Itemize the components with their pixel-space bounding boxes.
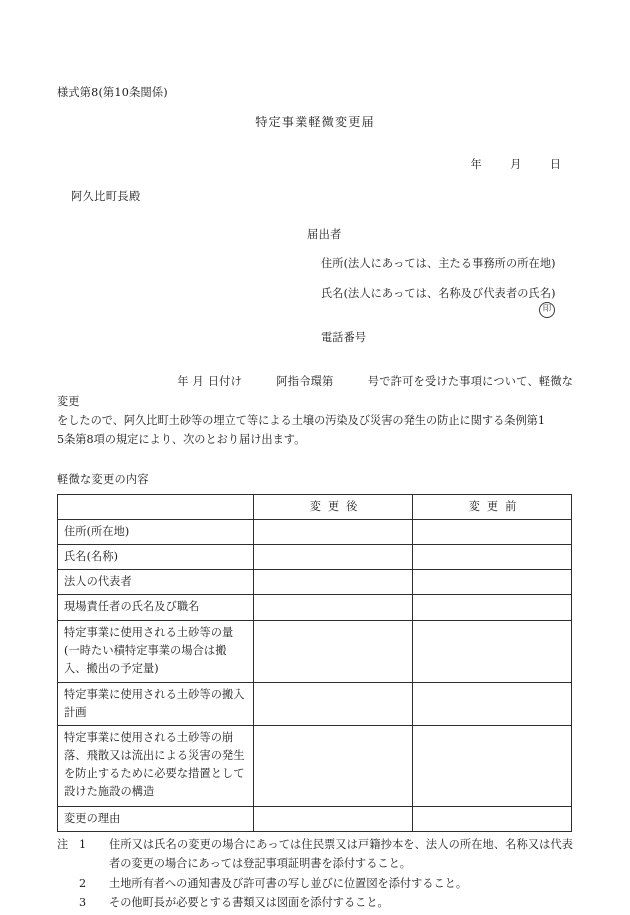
change-table [57, 494, 572, 832]
column-header-after: 変更後 [254, 494, 413, 519]
column-header-item [58, 494, 254, 519]
row-value-after[interactable] [254, 682, 413, 725]
note-text: その他町長が必要とする書類又は図面を添付すること。 [109, 896, 389, 910]
submitter-name-label: 氏名(法人にあっては、名称及び代表者の氏名) [321, 286, 556, 300]
table-row [58, 570, 572, 595]
table-header-row [58, 494, 572, 519]
row-label: 現場責任者の氏名及び職名 [58, 595, 254, 620]
row-value-before[interactable] [413, 595, 572, 620]
row-value-before[interactable] [413, 806, 572, 831]
note-number: 3 [79, 896, 87, 910]
row-value-before[interactable] [413, 620, 572, 682]
row-value-before[interactable] [413, 545, 572, 570]
row-value-after[interactable] [254, 570, 413, 595]
submitter-label: 届出者 [307, 227, 342, 241]
row-value-before[interactable] [413, 725, 572, 806]
row-value-after[interactable] [254, 725, 413, 806]
column-header-before: 変更前 [413, 494, 572, 519]
note-text: 土地所有者への通知書及び許可書の写し並びに位置図を添付すること。 [109, 876, 468, 890]
row-value-after[interactable] [254, 806, 413, 831]
page-title: 特定事業軽微変更届 [255, 115, 375, 130]
notes-marker: 注 [57, 837, 69, 851]
table-row [58, 519, 572, 544]
table-caption: 軽微な変更の内容 [57, 473, 149, 487]
row-value-before[interactable] [413, 570, 572, 595]
note-item [57, 894, 573, 913]
note-item [57, 875, 573, 894]
submitter-address-label: 住所(法人にあっては、主たる事務所の所在地) [321, 257, 556, 271]
table-row [58, 620, 572, 682]
row-value-after[interactable] [254, 620, 413, 682]
table-row [58, 725, 572, 806]
seal-icon: 印 [539, 302, 555, 318]
row-label: 特定事業に使用される土砂等の搬入計画 [58, 682, 254, 725]
row-label: 変更の理由 [58, 806, 254, 831]
note-number: 1 [79, 837, 87, 851]
body-line-2: をしたので、阿久比町土砂等の埋立て等による土壌の汚染及び災害の発生の防止に関する条例第1 [57, 413, 545, 427]
table-row [58, 806, 572, 831]
body-date: 年 月 日付け [177, 375, 243, 389]
row-value-after[interactable] [254, 519, 413, 544]
note-text: 住所又は氏名の変更の場合にあっては住民票又は戸籍抄本を、法人の所在地、名称又は代表者の変更の場合にあっては登記事項証明書を添付すること。 [109, 837, 573, 870]
table-row [58, 545, 572, 570]
row-value-after[interactable] [254, 545, 413, 570]
row-value-after[interactable] [254, 595, 413, 620]
body-line-3: 5条第8項の規定により、次のとおり届け出ます。 [57, 433, 306, 447]
body-permit-no-label: 阿指令環第 [276, 375, 334, 389]
notes-section [57, 836, 573, 913]
addressee: 阿久比町長殿 [71, 189, 141, 203]
row-value-before[interactable] [413, 519, 572, 544]
row-label: 氏名(名称) [58, 545, 254, 570]
row-label: 法人の代表者 [58, 570, 254, 595]
form-code: 様式第8(第10条関係) [57, 86, 168, 99]
seal-row [307, 303, 573, 318]
form-sheet [57, 84, 573, 913]
row-value-before[interactable] [413, 682, 572, 725]
table-row [58, 595, 572, 620]
note-item [57, 836, 573, 874]
row-label: 特定事業に使用される土砂等の崩落、飛散又は流出による災害の発生を防止するために必要な措置として設けた施設の構造 [58, 725, 254, 806]
table-row [58, 682, 572, 725]
note-number: 2 [79, 876, 87, 890]
row-label: 住所(所在地) [58, 519, 254, 544]
row-label: 特定事業に使用される土砂等の量(一時たい積特定事業の場合は搬入、搬出の予定量) [58, 620, 254, 682]
body-permit-no-suffix: 号で許可を受けた事項について、軽微な変更 [57, 375, 573, 408]
submitter-block [57, 226, 573, 346]
submitter-tel-label: 電話番号 [321, 331, 367, 345]
date-line: 年 月 日 [470, 158, 561, 172]
body-paragraph [57, 372, 573, 449]
